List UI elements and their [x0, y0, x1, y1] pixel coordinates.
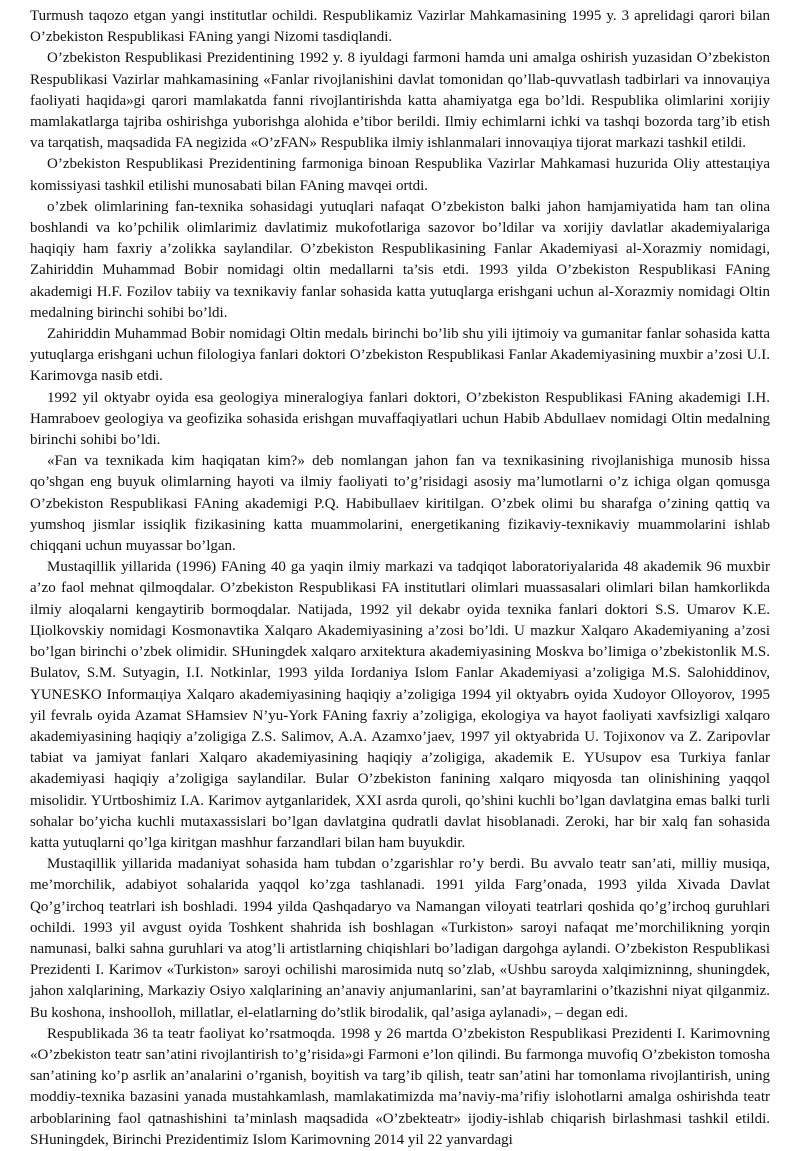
paragraph-attestation-commission: O’zbekiston Respublikasi Prezidentining farmoniga binoan Respublika Vazirlar Mahkamasi huzurida Oliy attestaцiya komissiyasi tashkil etilishi munosabati bilan FAning mavqei ortdi. — [30, 156, 770, 194]
paragraph-culture-theatre: Mustaqillik yillarida madaniyat sohasida ham tubdan o’zgarishlar ro’y berdi. Bu avvalo teatr san’ati, milliy musiqa, me’morchilik, adabiyot sohalarida yaqqol ko’zga tashlanadi. 1991 yilda Farg’onada, 1993 yilda Xivada Davlat Qo’g’irchoq teatrlari ish boshladi. 1994 yilda Qashqadaryo va Namangan viloyati teatrlari qoshida qo’g’irchoq guruhlari ochildi. 1993 yil avgust oyida Toshkent shahrida ish boshlagan «Turkiston» saroyi nafaqat me’morchilikning yorqin namunasi, balki sahna guruhlari va atog’li artistlarning chiqishlari bo’ladigan dargohga aylandi. O’zbekiston Respublikasi Prezidenti I. Karimov «Turkiston» saroyi ochilishi marosimida nutq so’zlab, «Ushbu saroyda xalqimizninng, shuningdek, jahon xalqlarining, Markaziy Osiyo xalqlarining an’anaviy anjumanlarini, san’at bayramlarini o’tkazishni niyat qilganmiz. Bu koshona, inshoolloh, millatlar, el-elatlarning do’stlik birodalik, qal’asiga aylanadi», – degan edi. — [30, 856, 770, 1021]
paragraph-bobur-medal: Zahiriddin Muhammad Bobir nomidagi Oltin medalь birinchi bo’lib shu yili ijtimoiy va gumanitar fanlar sohasida katta yutuqlarga erishgani uchun filologiya fanlari doktori O’zbekiston Respublikasi Fanlar Akademiyasining muxbir a’zosi U.I. Karimovga nasib etdi. — [30, 326, 770, 385]
paragraph-presidential-decree-1992: O’zbekiston Respublikasi Prezidentining 1992 y. 8 iyuldagi farmoni hamda uni amalga oshirish yuzasidan O’zbekiston Respublikasi Vazirlar mahkamasining «Fanlar rivojlanishini davlat tomonidan qo’llab-quvvatlash tadbirlari va innovaцiya faoliyati haqida»gi qarori mamlakatda fanni rivojlantirishda katta ahamiyatga ega bo’ldi. Respublika olimlarini xorijiy mamlakatlarga tajriba oshirishga yuborishga alohida e’tibor berildi. Ilmiy echimlarni ichki va tashqi bozorda targ’ib etish va tarqatish, maqsadida FA negizida «O’zFAN» Respublika ilmiy ishlanmalari innovaцiya tijorat markazi tashkil etildi. — [30, 50, 770, 152]
paragraph-international-academies: Mustaqillik yillarida (1996) FAning 40 ga yaqin ilmiy markazi va tadqiqot laboratoriyalarida 48 akademik 96 muxbir a’zo faol mehnat qilmoqdalar. O’zbekiston Respublikasi FA institutlari olimlari muassasalari olimlari bilan hamkorlikda ilmiy aloqalarni kengaytirib bormoqdalar. Natijada, 1992 yil dekabr oyida texnika fanlari doktori S.S. Umarov K.E. Цiolkovskiy nomidagi Kosmonavtika Xalqaro Akademiyasining a’zosi bo’ldi. U mazkur Xalqaro Akademiyaning a’zosi bo’lgan birinchi o’zbek olimidir. SHuningdek xalqaro arxitektura akademiyasining Moskva bo’limiga o’zbekistonlik M.S. Bulatov, S.M. Sutyagin, I.I. Notkinlar, 1993 yilda Iordaniya Islom Fanlar Akademiyasi a’zoligiga M.S. Salohiddinov, YUNESKO Informaцiya Xalqaro akademiyasining haqiqiy a’zoligiga 1994 yil oktyabrь oyida Xudoyor Olloyorov, 1995 yil fevralь oyida Azamat SHamsiev N’yu-York FAning faxriy a’zoligiga, ekologiya va hayot faoliyati xavfsizligi xalqaro akademiyasining haqiqiy a’zoligiga Z.S. Salimov, A.A. Azamxo’jaev, 1997 yil oktyabrida U. Tojixonov va Z. Zaripovlar tabiat va jamiyat fanlari Xalqaro akademiyasining haqiqiy a’zoligiga, akademik E. YUsupov esa Turkiya fanlar akademiyasi haqiqiy a’zoligiga saylandilar. Bular O’zbekiston fanining xalqaro miqyosda tan olinishining yaqqol misolidir. YUrtboshimiz I.A. Karimov aytganlaridek, XXI asrda quroli, qo’shini kuchli bo’lgan davlatgina emas balki turli sohalar bo’yicha kuchli mutaxassislari bo’lgan davlatgina qudratli davlat hisoblanadi. Zeroki, har bir xalq fan sohasida katta yutuqlarni qo’lga kiritgan mashhur farzandlari bilan ham buyukdir. — [30, 559, 770, 851]
paragraph-theatre-decree: Respublikada 36 ta teatr faoliyat ko’rsatmoqda. 1998 y 26 martda O’zbekiston Respublikasi Prezidenti I. Karimovning «O’zbekiston teatr san’atini rivojlantirish to’g’risida»gi Farmoni e’lon qilindi. Bu farmonga muvofiq O’zbekiston tomosha san’atining ko’p asrlik an’analarini o’rganish, boyitish va targ’ib qilish, teatr san’atini har tomonlama rivojlantirish, uning moddiy-texnika bazasini yanada mustahkamlash, mamlakatimizda ma’naviy-ma’rifiy islohotlarni amalga oshirishda teatr arboblarining faol qatnashishini ta’minlash maqsadida «O’zbekteatr» ijodiy-ishlab chiqarish birlashmasi tashkil etildi. SHuningdek, Birinchi Prezidentimiz Islom Karimovning 2014 yil 22 yanvardagi — [30, 1025, 770, 1148]
paragraph-intro: Turmush taqozo etgan yangi institutlar ochildi. Respublikamiz Vazirlar Mahkamasining 1995 y. 3 aprelidagi qarori bilan O’zbekiston Respublikasi FAning yangi Nizomi tasdiqlandi. — [30, 8, 770, 46]
paragraph-abdullaev-medal: 1992 yil oktyabr oyida esa geologiya mineralogiya fanlari doktori, O’zbekiston Respublikasi FAning akademigi I.H. Hamraboev geologiya va geofizika sohasida erishgan muvaffaqiyatlari uchun Habib Abdullaev nomidagi Oltin medalning birinchi sohibi bo’ldi. — [30, 389, 770, 449]
paragraph-gold-medals: o’zbek olimlarining fan-texnika sohasidagi yutuqlari nafaqat O’zbekiston balki jahon hamjamiyatida ham tan olina boshlandi va ko’pchilik olimlarimiz davlatimiz mukofotlariga sazovor bo’ldilar va xorijiy davlatlar akademiyalariga haqiqiy ham faxriy a’zolikka saylandilar. O’zbekiston Respublikasining Fanlar Akademiyasi al-Xorazmiy nomidagi, Zahiriddin Muhammad Bobir nomidagi oltin medallarni ta’sis etdi. 1993 yilda O’zbekiston Respublikasi FAning akademigi H.F. Fozilov tabiiy va texnikaviy fanlar sohasida katta yutuqlarga erishgani uchun al-Xorazmiy nomidagi Oltin medalning birinchi sohibi bo’ldi. — [30, 198, 770, 321]
paragraph-who-is-who: «Fan va texnikada kim haqiqatan kim?» deb nomlangan jahon fan va texnikasining rivojlanishiga munosib hissa qo’shgan eng buyuk olimlarning hayoti va ilmiy faoliyati to’g’risidagi asosiy ma’lumotlarni o’z ichiga olgan qomusga O’zbekiston Respublikasi FAning akademigi P.Q. Habibullaev kiritilgan. O’zbek olimi bu sharafga o’zining qattiq va yumshoq jismlar issiqlik fizikasining katta muammolarini, energetikaning fizikaviy-texnikaviy muammolarini ishlab chiqqani uchun muyassar bo’lgan. — [30, 453, 770, 555]
